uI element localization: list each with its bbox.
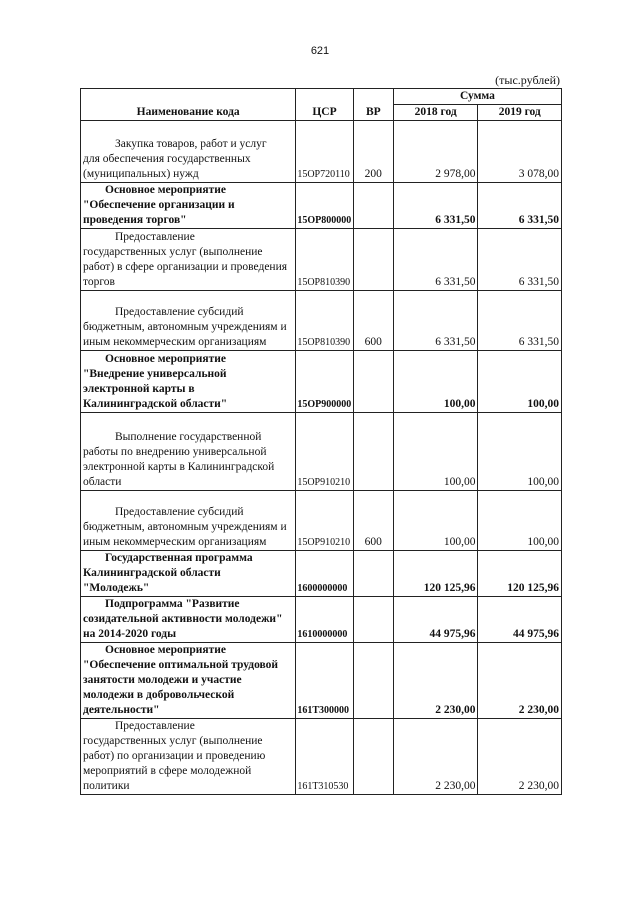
row-csr: 15OP900000 (296, 351, 353, 413)
row-name-line: молодежи в добровольческой (83, 689, 235, 701)
row-name-line: Предоставление (115, 720, 195, 732)
row-name (81, 291, 296, 351)
row-vr (353, 597, 393, 643)
row-sum-2019: 100,00 (478, 413, 562, 491)
row-sum-2018: 100,00 (393, 413, 478, 491)
row-name-line: Основное мероприятие (105, 644, 227, 656)
table-row (81, 491, 562, 551)
row-sum-2019: 2 230,00 (478, 643, 562, 719)
row-name-line: политики (83, 780, 130, 792)
row-vr: 200 (353, 121, 393, 183)
row-vr (353, 229, 393, 291)
row-name-line: иным некоммерческим организациям (83, 336, 267, 348)
row-name-line: Предоставление субсидий (115, 506, 244, 518)
row-sum-2018: 6 331,50 (393, 183, 478, 229)
table-row (81, 183, 562, 229)
row-name (81, 719, 296, 795)
row-vr (353, 183, 393, 229)
row-sum-2018: 6 331,50 (393, 229, 478, 291)
row-name-line: электронной карты в (83, 383, 195, 395)
header-year-2018: 2018 год (393, 105, 478, 121)
row-name-line: бюджетным, автономным учреждениям и (83, 521, 287, 533)
row-name-line: области (83, 476, 122, 488)
row-name-line: Закупка товаров, работ и услуг (115, 138, 267, 150)
table-row (81, 597, 562, 643)
row-name-line: иным некоммерческим организациям (83, 536, 267, 548)
row-vr (353, 643, 393, 719)
row-name-line: Основное мероприятие (105, 184, 227, 196)
units-label: (тыс.рублей) (495, 73, 560, 87)
row-name-line: на 2014-2020 годы (83, 628, 177, 640)
row-csr: 161T310530 (296, 719, 353, 795)
row-name-line: "Обеспечение оптимальной трудовой (83, 659, 279, 671)
row-name-line: Государственная программа (105, 552, 253, 564)
row-sum-2018: 2 230,00 (393, 719, 478, 795)
row-name-line: созидательной активности молодежи" (83, 613, 283, 625)
row-name-line: "Молодежь" (83, 582, 150, 594)
row-name (81, 597, 296, 643)
row-vr: 600 (353, 291, 393, 351)
row-name-line: торгов (83, 276, 115, 288)
row-csr: 15OP800000 (296, 183, 353, 229)
table-row (81, 121, 562, 183)
header-year-2019: 2019 год (478, 105, 562, 121)
row-name-line: Выполнение государственной (115, 431, 262, 443)
table-row (81, 291, 562, 351)
row-sum-2018: 2 978,00 (393, 121, 478, 183)
budget-table (80, 88, 562, 795)
row-sum-2018: 6 331,50 (393, 291, 478, 351)
row-sum-2019: 120 125,96 (478, 551, 562, 597)
row-sum-2018: 100,00 (393, 351, 478, 413)
row-name-line: Предоставление (115, 231, 195, 243)
row-name-line: занятости молодежи и участие (83, 674, 242, 686)
row-sum-2019: 2 230,00 (478, 719, 562, 795)
table-row (81, 413, 562, 491)
row-name-line: Калининградской области" (83, 398, 228, 410)
row-csr: 1600000000 (296, 551, 353, 597)
row-name (81, 351, 296, 413)
row-name-line: мероприятий в сфере молодежной (83, 765, 252, 777)
row-sum-2019: 6 331,50 (478, 229, 562, 291)
row-sum-2019: 3 078,00 (478, 121, 562, 183)
row-name-line: Подпрограмма "Развитие (105, 598, 240, 610)
row-sum-2018: 120 125,96 (393, 551, 478, 597)
row-name (81, 643, 296, 719)
row-csr: 15OP810390 (296, 229, 353, 291)
row-name (81, 551, 296, 597)
row-csr: 15OP720110 (296, 121, 353, 183)
row-sum-2018: 2 230,00 (393, 643, 478, 719)
row-csr: 1610000000 (296, 597, 353, 643)
table-row (81, 719, 562, 795)
row-name-line: работ) по организации и проведению (83, 750, 266, 762)
page-number: 621 (310, 45, 330, 57)
row-name-line: для обеспечения государственных (83, 153, 251, 165)
row-name (81, 183, 296, 229)
row-vr (353, 413, 393, 491)
row-name-line: государственных услуг (выполнение (83, 735, 263, 747)
header-sum: Сумма (393, 89, 561, 105)
row-csr: 161T300000 (296, 643, 353, 719)
row-vr (353, 719, 393, 795)
row-name-line: деятельности" (83, 704, 160, 716)
row-name-line: (муниципальных) нужд (83, 168, 199, 180)
row-name (81, 229, 296, 291)
row-name-line: электронной карты в Калининградской (83, 461, 275, 473)
row-name (81, 491, 296, 551)
row-csr: 15OP910210 (296, 413, 353, 491)
row-name-line: Предоставление субсидий (115, 306, 244, 318)
table-row (81, 229, 562, 291)
row-name-line: проведения торгов" (83, 214, 187, 226)
row-sum-2018: 44 975,96 (393, 597, 478, 643)
row-name-line: работы по внедрению универсальной (83, 446, 267, 458)
row-vr (353, 351, 393, 413)
table-row (81, 643, 562, 719)
header-name: Наименование кода (81, 89, 296, 121)
row-name-line: Основное мероприятие (105, 353, 227, 365)
table-row (81, 351, 562, 413)
row-name-line: работ) в сфере организации и проведения (83, 261, 288, 273)
table-row (81, 551, 562, 597)
header-csr: ЦСР (296, 89, 353, 121)
row-name-line: Калининградской области (83, 567, 221, 579)
header-vr: ВР (353, 89, 393, 121)
row-vr: 600 (353, 491, 393, 551)
row-sum-2019: 100,00 (478, 351, 562, 413)
row-name (81, 413, 296, 491)
row-vr (353, 551, 393, 597)
row-sum-2019: 6 331,50 (478, 183, 562, 229)
row-name (81, 121, 296, 183)
row-csr: 15OP910210 (296, 491, 353, 551)
row-name-line: "Обеспечение организации и (83, 199, 235, 211)
row-sum-2018: 100,00 (393, 491, 478, 551)
row-name-line: бюджетным, автономным учреждениям и (83, 321, 287, 333)
row-sum-2019: 44 975,96 (478, 597, 562, 643)
row-sum-2019: 6 331,50 (478, 291, 562, 351)
row-csr: 15OP810390 (296, 291, 353, 351)
row-name-line: "Внедрение универсальной (83, 368, 227, 380)
row-sum-2019: 100,00 (478, 491, 562, 551)
row-name-line: государственных услуг (выполнение (83, 246, 263, 258)
